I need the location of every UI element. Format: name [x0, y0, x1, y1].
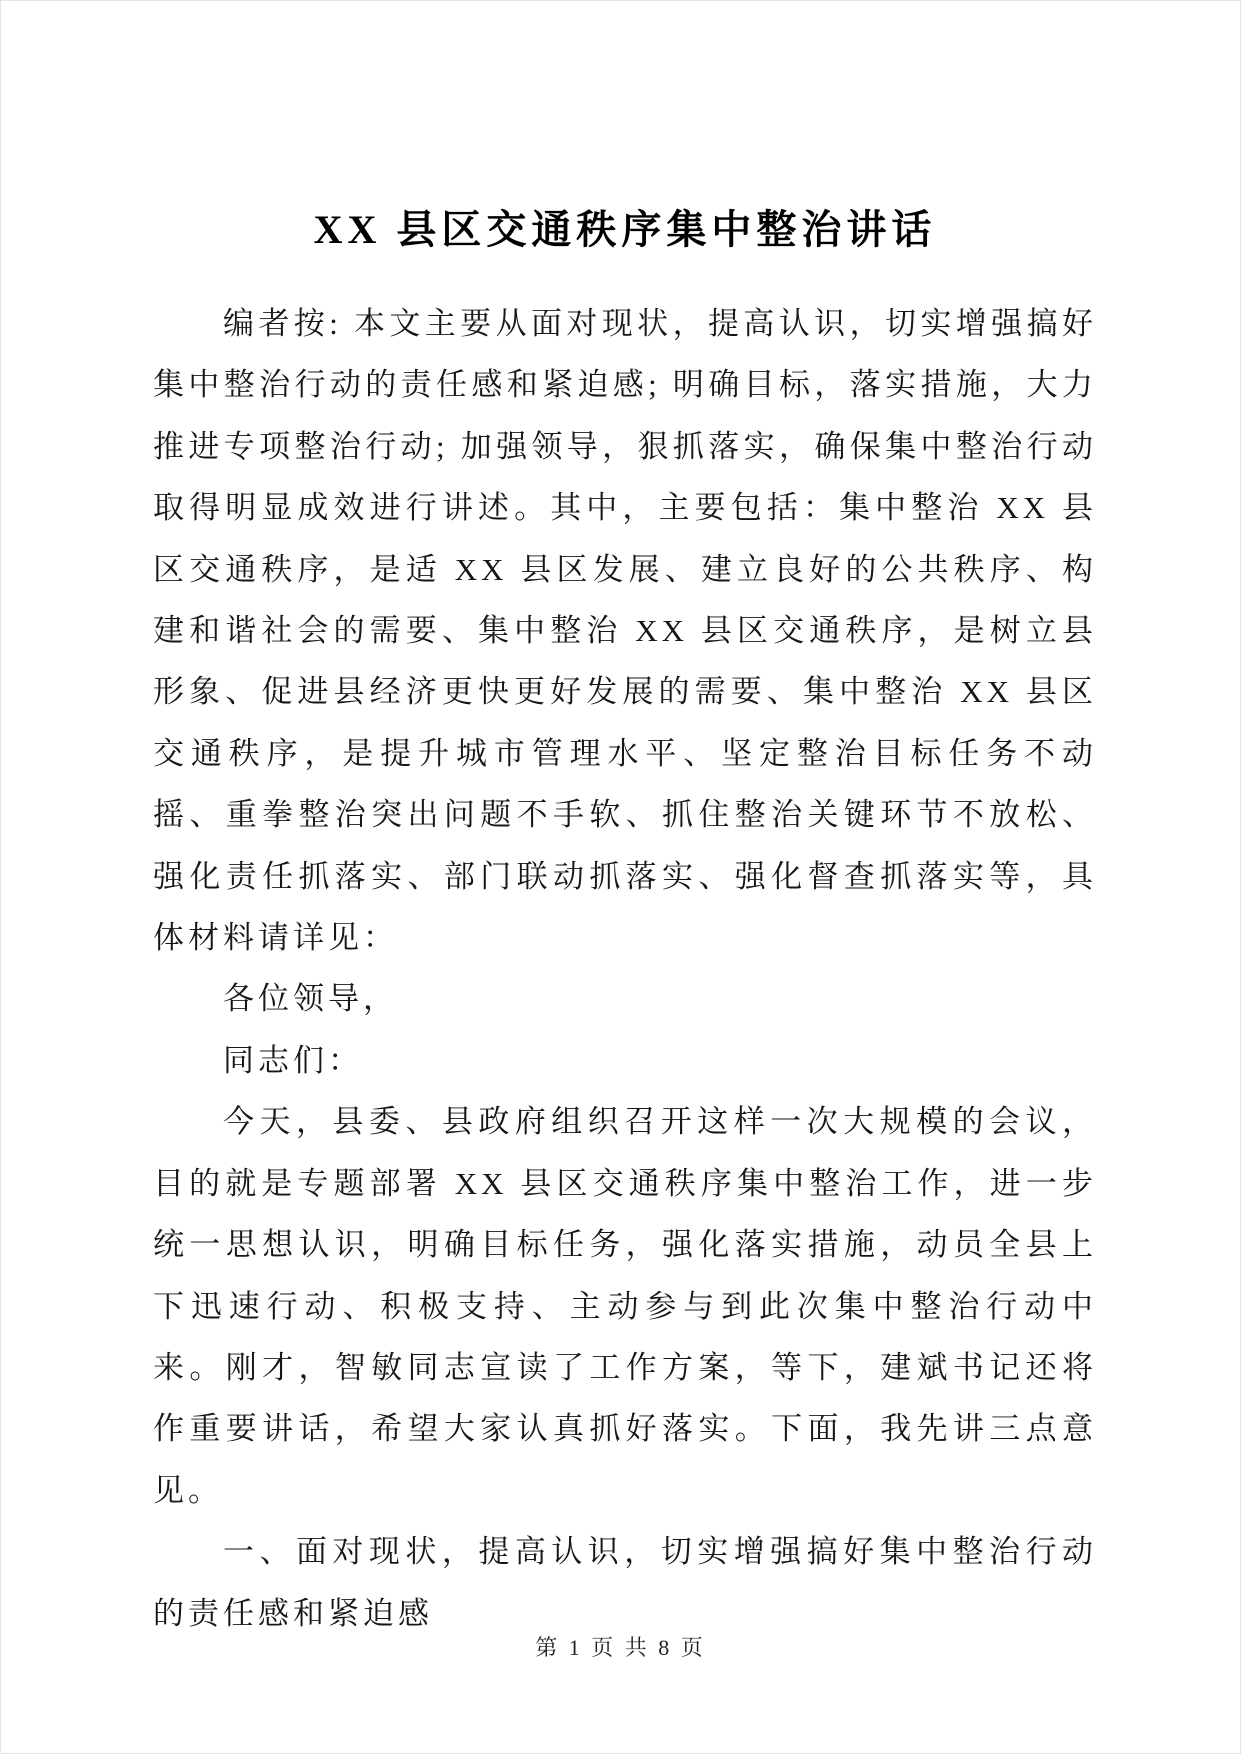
paragraph-editor-note: 编者按: 本文主要从面对现状，提高认识，切实增强搞好集中整治行动的责任感和紧迫感; 明确目标，落实措施，大力推进专项整治行动; 加强领导，狠抓落实，确保集中整治行动取得明显成效进行讲述。其中，主要包括：集中整治 XX 县区交通秩序，是适 XX 县区发展、建立良好的公共秩序、构建和谐社会的需要、集中整治 XX 县区交通秩序，是树立县形象、促进县经济更快更好发展的需要、集中整治 XX 县区交通秩序，是提升城市管理水平、坚定整治目标任务不动摇、重拳整治突出问题不手软、抓住整治关键环节不放松、强化责任抓落实、部门联动抓落实、强化督查抓落实等，具体材料请详见： [153, 306, 1097, 956]
paragraph-salutation-leaders: 各位领导， [223, 981, 398, 1017]
page-footer: 第 1 页 共 8 页 [535, 1635, 706, 1660]
paragraph-salutation-comrades: 同志们： [223, 1042, 363, 1078]
document-title: XX 县区交通秩序集中整治讲话 [313, 207, 937, 252]
paragraph-section-heading-1: 一、面对现状，提高认识，切实增强搞好集中整治行动的责任感和紧迫感 [153, 1534, 1097, 1631]
document-content [153, 201, 1097, 1644]
paragraph-speech-intro: 今天，县委、县政府组织召开这样一次大规模的会议，目的就是专题部署 XX 县区交通秩序集中整治工作，进一步统一思想认识，明确目标任务，强化落实措施，动员全县上下迅速行动、积极支持、主动参与到此次集中整治行动中来。刚才，智敏同志宣读了工作方案，等下，建斌书记还将作重要讲话，希望大家认真抓好落实。下面，我先讲三点意见。 [153, 1104, 1097, 1508]
